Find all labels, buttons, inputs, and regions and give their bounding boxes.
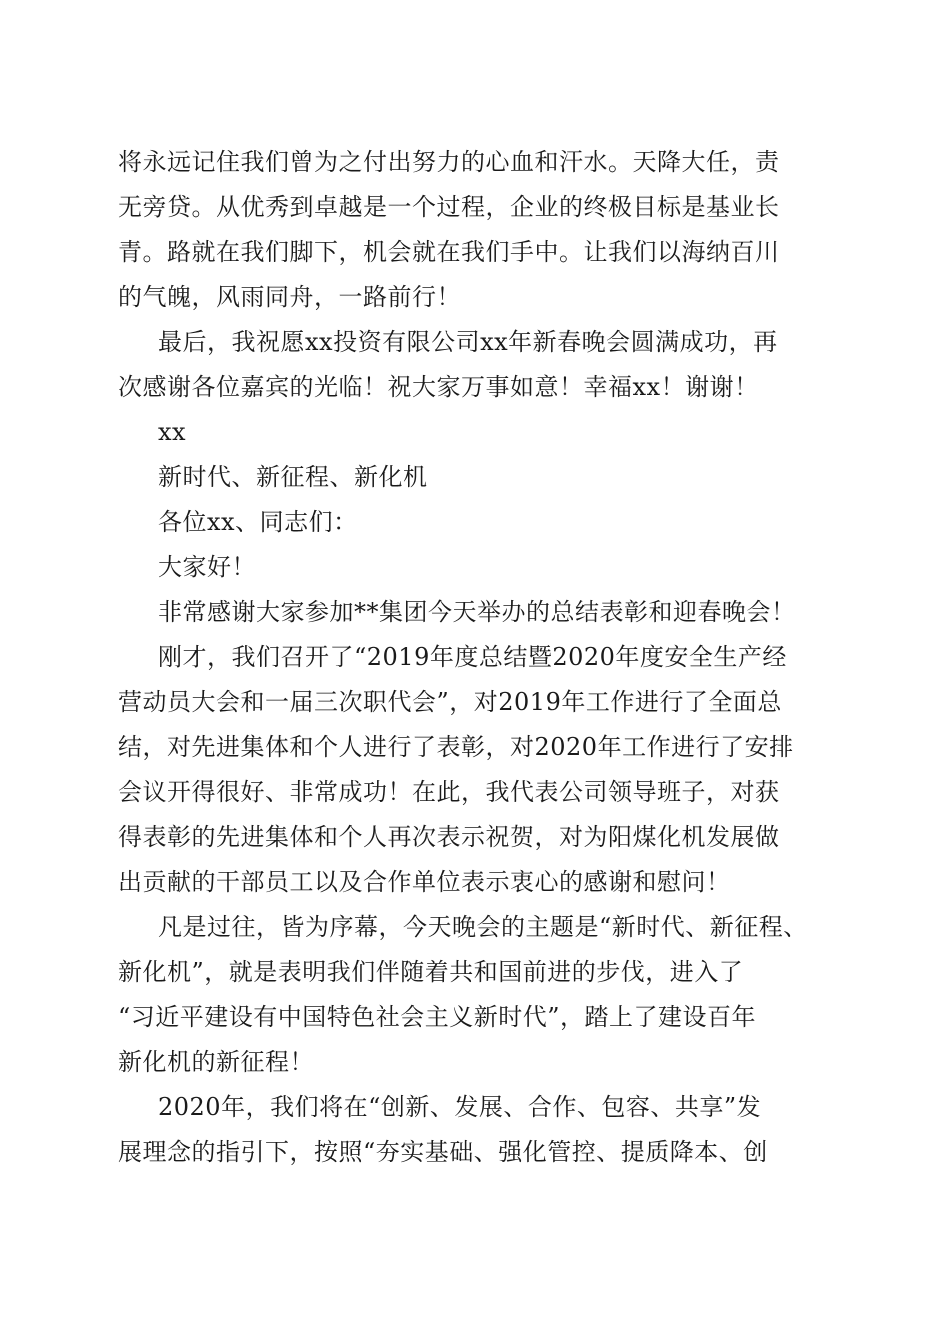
text-line-15: 会议开得很好、非常成功！在此，我代表公司领导班子，对获 <box>118 778 780 806</box>
text-line-19: 新化机”，就是表明我们伴随着共和国前进的步伐，进入了 <box>118 958 744 986</box>
text-line-7: xx <box>158 418 187 446</box>
text-line-17: 出贡献的干部员工以及合作单位表示衷心的感谢和慰问！ <box>118 868 731 896</box>
text-line-6: 次感谢各位嘉宾的光临！祝大家万事如意！幸福xx！谢谢！ <box>118 373 759 401</box>
text-line-22: 2020年，我们将在“创新、发展、合作、包容、共享”发 <box>158 1093 762 1121</box>
text-line-16: 得表彰的先进集体和个人再次表示祝贺，对为阳煤化机发展做 <box>118 823 780 851</box>
text-line-3: 青。路就在我们脚下，机会就在我们手中。让我们以海纳百川 <box>118 238 780 266</box>
text-line-11: 非常感谢大家参加**集团今天举办的总结表彰和迎春晚会！ <box>158 598 796 626</box>
text-line-9: 各位xx、同志们： <box>158 508 358 536</box>
text-line-23: 展理念的指引下，按照“夯实基础、强化管控、提质降本、创 <box>118 1138 768 1166</box>
text-line-14: 结，对先进集体和个人进行了表彰，对2020年工作进行了安排 <box>118 733 794 761</box>
text-line-2: 无旁贷。从优秀到卓越是一个过程，企业的终极目标是基业长 <box>118 193 780 221</box>
text-line-1: 将永远记住我们曾为之付出努力的心血和汗水。天降大任，责 <box>118 148 780 176</box>
text-line-13: 营动员大会和一届三次职代会”，对2019年工作进行了全面总 <box>118 688 782 716</box>
text-line-21: 新化机的新征程！ <box>118 1048 314 1076</box>
text-line-10: 大家好！ <box>158 553 256 581</box>
text-line-8: 新时代、新征程、新化机 <box>158 463 428 491</box>
text-line-5: 最后，我祝愿xx投资有限公司xx年新春晚会圆满成功，再 <box>158 328 778 356</box>
text-line-20: “习近平建设有中国特色社会主义新时代”，踏上了建设百年 <box>118 1003 757 1031</box>
text-line-18: 凡是过往，皆为序幕，今天晚会的主题是“新时代、新征程、 <box>158 913 808 941</box>
text-line-12: 刚才，我们召开了“2019年度总结暨2020年度安全生产经 <box>158 643 787 671</box>
text-line-4: 的气魄，风雨同舟，一路前行！ <box>118 283 461 311</box>
